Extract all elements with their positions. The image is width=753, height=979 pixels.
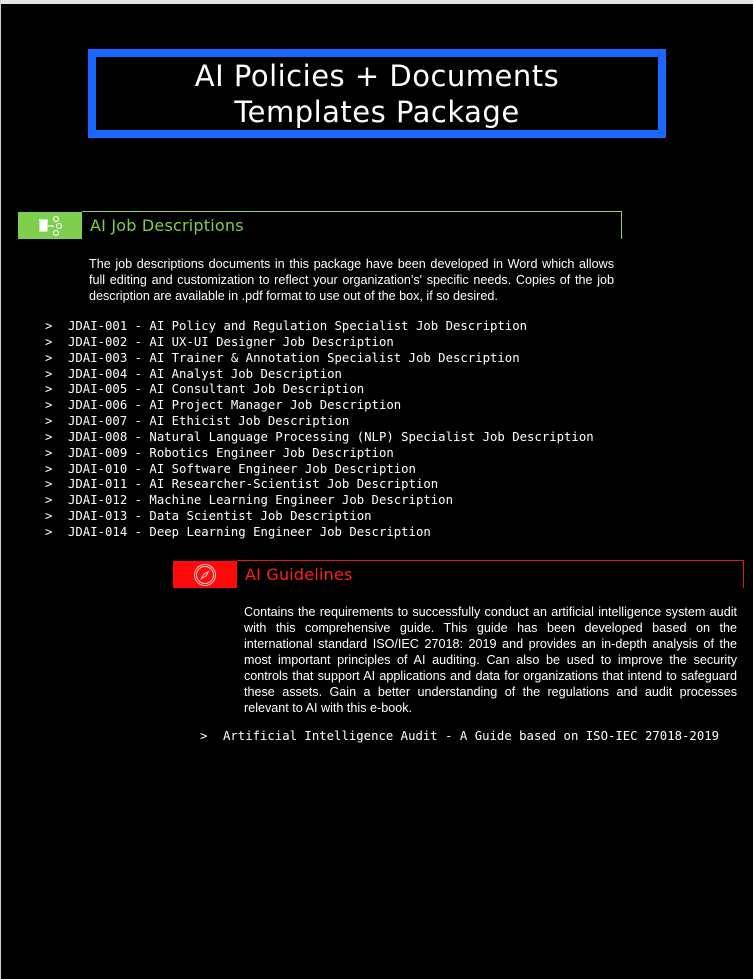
guidelines-section-title: AI Guidelines bbox=[245, 565, 353, 584]
list-item[interactable] bbox=[45, 462, 594, 478]
list-item-label: JDAI-001 - AI Policy and Regulation Specialist Job Description bbox=[68, 319, 528, 333]
list-item-label: JDAI-014 - Deep Learning Engineer Job Description bbox=[68, 524, 431, 539]
list-item[interactable] bbox=[45, 319, 594, 335]
chevron-right-icon: > bbox=[45, 414, 53, 429]
chevron-right-icon: > bbox=[45, 350, 53, 365]
list-item-label: JDAI-002 - AI UX-UI Designer Job Description bbox=[68, 334, 394, 349]
list-item[interactable] bbox=[45, 367, 594, 383]
top-edge bbox=[0, 0, 753, 4]
guidelines-intro-paragraph: Contains the requirements to successfully conduct an artificial intelligence system audit with this comprehensive guide. This guide has been developed based on the international standard ISO/IEC 27018: 2019 and provides an in-depth analysis of the most important principles of AI auditing. Can also be used to improve the security controls that support AI applications and data for organizations that intend to safeguard these assets. Gain a better understanding of the regulations and audit processes relevant to AI with this e-book. bbox=[244, 605, 737, 715]
list-item-label: JDAI-012 - Machine Learning Engineer Job Description bbox=[68, 493, 453, 508]
chevron-right-icon: > bbox=[45, 319, 53, 333]
list-item-label: JDAI-011 - AI Researcher-Scientist Job Description bbox=[68, 477, 439, 492]
list-item-label: JDAI-010 - AI Software Engineer Job Description bbox=[68, 461, 416, 476]
list-item[interactable] bbox=[45, 430, 594, 446]
guidelines-list bbox=[200, 729, 719, 745]
chevron-right-icon: > bbox=[45, 524, 53, 539]
page-title-box bbox=[88, 49, 666, 138]
list-item-label: JDAI-005 - AI Consultant Job Description bbox=[68, 382, 365, 397]
guidelines-section-header bbox=[173, 561, 353, 588]
list-item[interactable] bbox=[45, 493, 594, 509]
jobs-section-title: AI Job Descriptions bbox=[90, 216, 244, 235]
list-item[interactable] bbox=[45, 477, 594, 493]
page-title-line-1: AI Policies + Documents bbox=[194, 58, 560, 93]
chevron-right-icon: > bbox=[45, 334, 53, 349]
guidelines-icon-box bbox=[173, 561, 237, 588]
list-item-label: JDAI-008 - Natural Language Processing (NLP) Specialist Job Description bbox=[68, 429, 594, 444]
chevron-right-icon: > bbox=[200, 729, 208, 743]
chevron-right-icon: > bbox=[45, 429, 53, 444]
chevron-right-icon: > bbox=[45, 493, 53, 508]
list-item[interactable] bbox=[45, 525, 594, 541]
list-item[interactable] bbox=[45, 446, 594, 462]
left-edge bbox=[0, 0, 1, 979]
page-title-line-2: Templates Package bbox=[234, 94, 520, 129]
chevron-right-icon: > bbox=[45, 477, 53, 492]
list-item-label: JDAI-007 - AI Ethicist Job Description bbox=[68, 414, 350, 429]
jobs-section-header bbox=[18, 212, 244, 239]
list-item-label: JDAI-003 - AI Trainer & Annotation Specialist Job Description bbox=[68, 350, 520, 365]
list-item[interactable] bbox=[200, 729, 719, 745]
org-chart-icon bbox=[37, 215, 63, 237]
list-item[interactable] bbox=[45, 351, 594, 367]
chevron-right-icon: > bbox=[45, 509, 53, 524]
chevron-right-icon: > bbox=[45, 461, 53, 476]
chevron-right-icon: > bbox=[45, 445, 53, 460]
chevron-right-icon: > bbox=[45, 366, 53, 381]
chevron-right-icon: > bbox=[45, 382, 53, 397]
list-item[interactable] bbox=[45, 335, 594, 351]
list-item-label: JDAI-004 - AI Analyst Job Description bbox=[68, 366, 342, 381]
list-item-label: JDAI-006 - AI Project Manager Job Description bbox=[68, 398, 402, 413]
list-item-label: JDAI-009 - Robotics Engineer Job Description bbox=[68, 445, 394, 460]
list-item[interactable] bbox=[45, 398, 594, 414]
list-item-label: JDAI-013 - Data Scientist Job Description bbox=[68, 509, 372, 524]
list-item-label: Artificial Intelligence Audit - A Guide based on ISO-IEC 27018-2019 bbox=[223, 729, 720, 743]
compass-icon bbox=[193, 563, 217, 587]
jobs-intro-paragraph: The job descriptions documents in this package have been developed in Word which allows full editing and customization to reflect your organization's' specific needs. Copies of the job description are available in .pdf format to use out of the box, if so desired. bbox=[89, 257, 614, 303]
job-descriptions-list bbox=[45, 319, 594, 541]
jobs-icon-box bbox=[18, 212, 82, 239]
list-item[interactable] bbox=[45, 382, 594, 398]
list-item[interactable] bbox=[45, 414, 594, 430]
list-item[interactable] bbox=[45, 509, 594, 525]
chevron-right-icon: > bbox=[45, 398, 53, 413]
